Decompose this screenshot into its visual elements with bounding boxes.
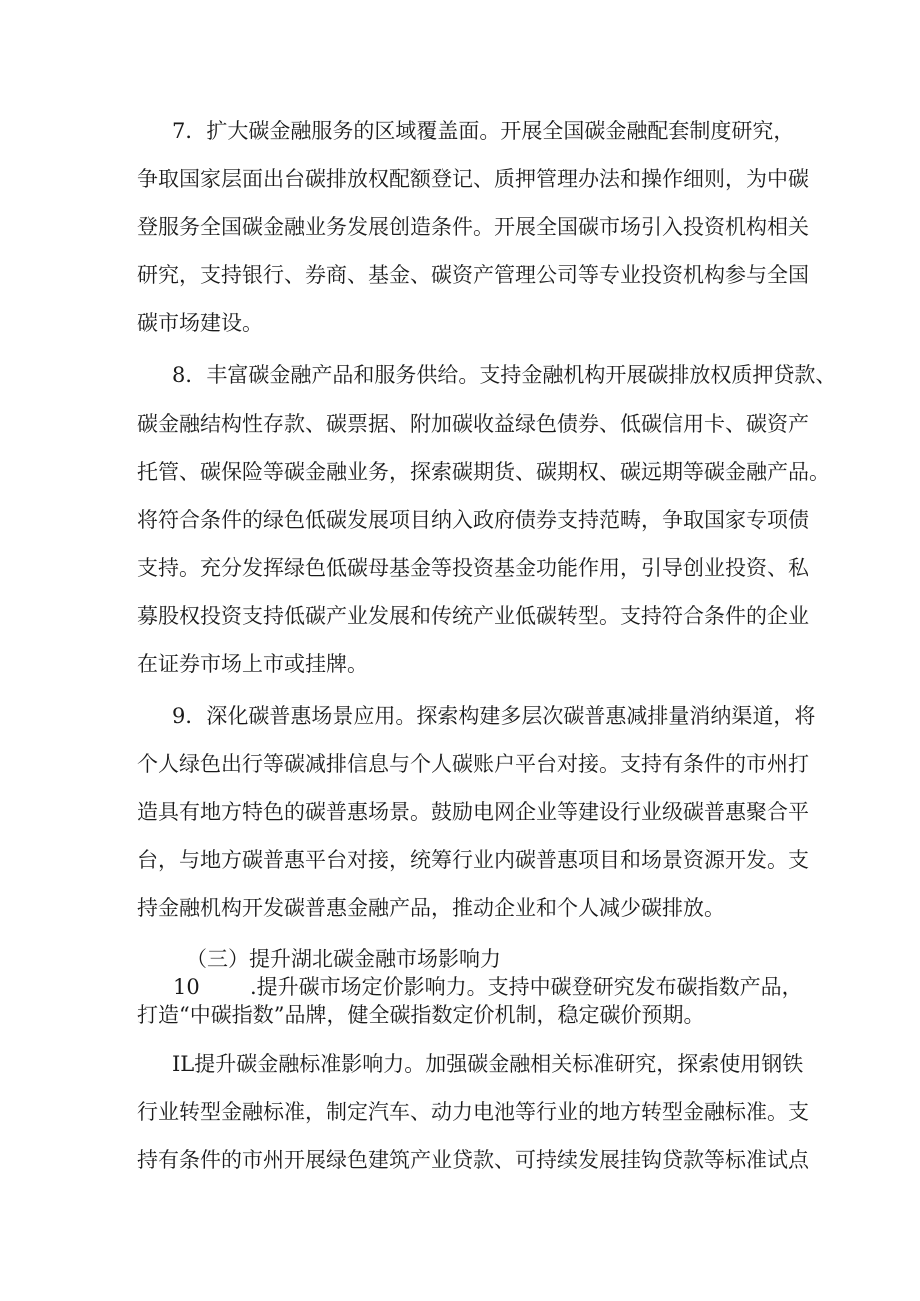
paragraph-8-line-6: 募股权投资支持低碳产业发展和传统产业低碳转型。支持符合条件的企业 — [137, 604, 809, 628]
paragraph-10-line-2: 打造“中碳指数”品牌，健全碳指数定价机制，稳定碳价预期。 — [137, 1003, 705, 1027]
paragraph-7-line-5: 碳市场建设。 — [137, 311, 263, 335]
paragraph-8-line-7: 在证券市场上市或挂牌。 — [137, 652, 368, 676]
paragraph-8-line-4: 将符合条件的绿色低碳发展项目纳入政府债券支持范畴，争取国家专项债 — [137, 508, 809, 532]
paragraph-8-line-3: 托管、碳保险等碳金融业务，探索碳期货、碳期权、碳远期等碳金融产品。 — [137, 460, 830, 484]
paragraph-9-line-2: 个人绿色出行等碳减排信息与个人碳账户平台对接。支持有条件的市州打 — [137, 752, 809, 776]
paragraph-9-line-1: 9．深化碳普惠场景应用。探索构建多层次碳普惠减排量消纳渠道，将 — [172, 704, 816, 728]
paragraph-10-number: 10 — [173, 975, 200, 999]
paragraph-9-line-3: 造具有地方特色的碳普惠场景。鼓励电网企业等建设行业级碳普惠聚合平 — [137, 800, 809, 824]
paragraph-10-line-1: .提升碳市场定价影响力。支持中碳登研究发布碳指数产品， — [250, 975, 803, 999]
paragraph-7-line-2: 争取国家层面出台碳排放权配额登记、质押管理办法和操作细则，为中碳 — [137, 167, 809, 191]
paragraph-7-line-4: 研究，支持银行、券商、基金、碳资产管理公司等专业投资机构参与全国 — [137, 263, 809, 287]
paragraph-7-line-3: 登服务全国碳金融业务发展创造条件。开展全国碳市场引入投资机构相关 — [137, 215, 809, 239]
paragraph-7-line-1: 7．扩大碳金融服务的区域覆盖面。开展全国碳金融配套制度研究， — [172, 119, 795, 143]
paragraph-9-line-5: 持金融机构开发碳普惠金融产品，推动企业和个人减少碳排放。 — [137, 896, 725, 920]
paragraph-8-line-1: 8．丰富碳金融产品和服务供给。支持金融机构开展碳排放权质押贷款、 — [172, 363, 837, 387]
paragraph-11-line-1: IL提升碳金融标准影响力。加强碳金融相关标准研究，探索使用钢铁 — [172, 1052, 804, 1076]
paragraph-11-line-2: 行业转型金融标准，制定汽车、动力电池等行业的地方转型金融标准。支 — [137, 1100, 809, 1124]
paragraph-9-line-4: 台，与地方碳普惠平台对接，统筹行业内碳普惠项目和场景资源开发。支 — [137, 848, 809, 872]
paragraph-8-line-2: 碳金融结构性存款、碳票据、附加碳收益绿色债券、低碳信用卡、碳资产 — [137, 412, 809, 436]
paragraph-8-line-5: 支持。充分发挥绿色低碳母基金等投资基金功能作用，引导创业投资、私 — [137, 556, 809, 580]
paragraph-11-line-3: 持有条件的市州开展绿色建筑产业贷款、可持续发展挂钩贷款等标准试点 — [137, 1148, 809, 1172]
section-heading: （三）提升湖北碳金融市场影响力 — [186, 947, 501, 971]
